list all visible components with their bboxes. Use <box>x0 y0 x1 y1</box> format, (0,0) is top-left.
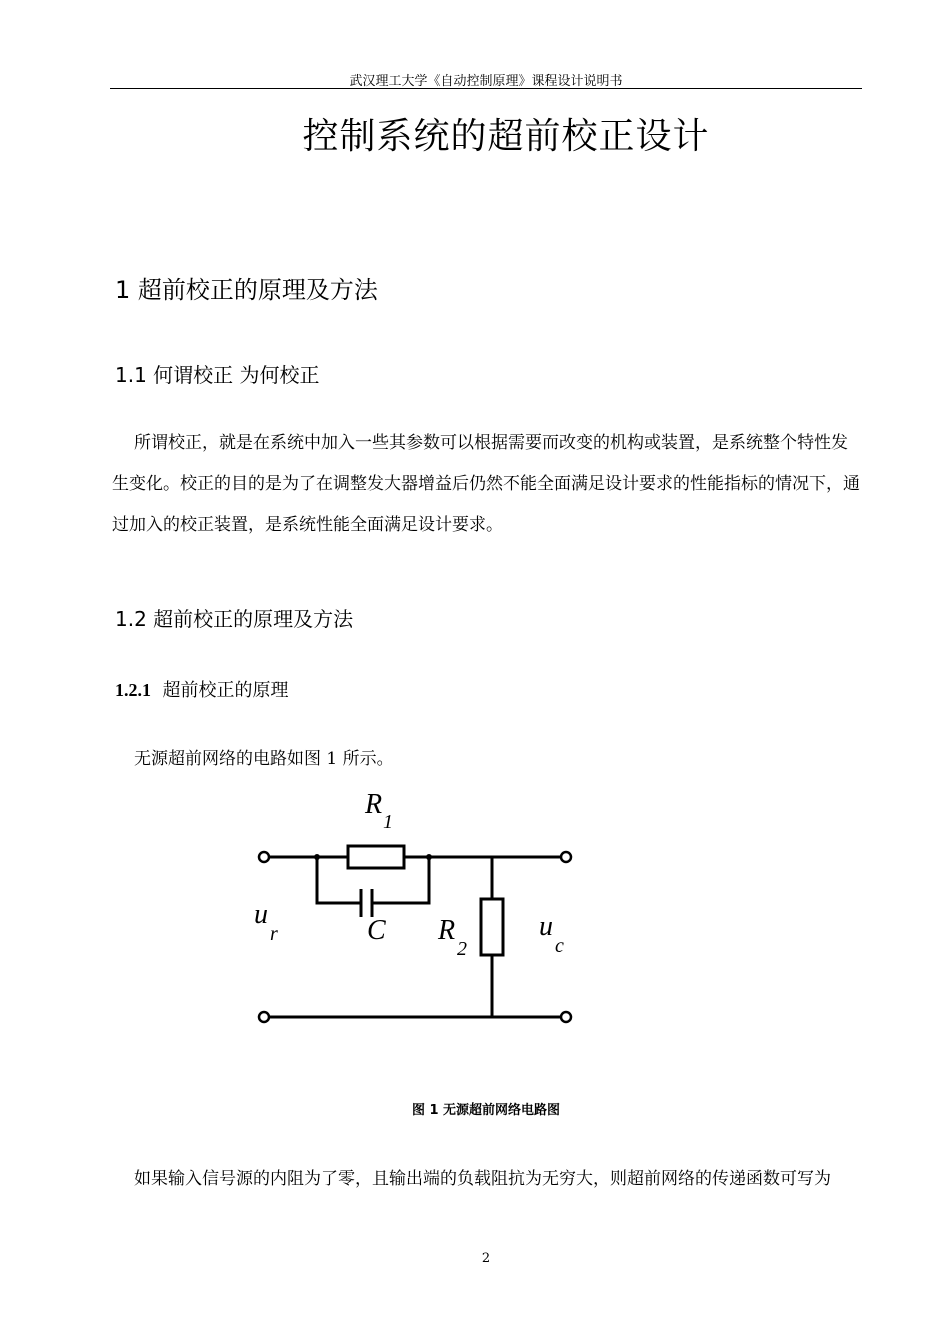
label-r2: R <box>438 915 456 946</box>
capacitor-branch-right <box>372 857 429 903</box>
resistor-r2 <box>481 899 503 955</box>
document-title: 控制系统的超前校正设计 <box>302 116 710 157</box>
section-1-1-paragraph: 所谓校正，就是在系统中加入一些其参数可以根据需要而改变的机构或装置，是系统整个特性发生变化。校正的目的是为了在调整发大器增益后仍然不能全面满足设计要求的性能指标的情况下，通过加入的校正装置，是系统性能全面满足设计要求。 <box>112 433 860 535</box>
capacitor-branch-left <box>317 857 361 903</box>
figure-caption: 图 1 无源超前网络电路图 <box>411 1103 561 1118</box>
section-1-1-heading: 1.1 何谓校正 为何校正 <box>115 363 320 387</box>
label-uc: u <box>539 911 553 942</box>
section-1-2-1-title: 超前校正的原理 <box>162 680 289 701</box>
page-number: 2 <box>481 1251 491 1266</box>
label-r2-subscript: 2 <box>457 938 467 960</box>
label-ur-subscript: r <box>270 923 278 945</box>
junction-dot-left <box>314 854 320 860</box>
label-r1-subscript: 1 <box>383 811 393 833</box>
section-1-2-heading: 1.2 超前校正的原理及方法 <box>115 607 354 631</box>
terminal-output-bottom <box>561 1012 571 1022</box>
section-1-heading: 1 超前校正的原理及方法 <box>115 276 378 304</box>
closing-paragraph: 如果输入信号源的内阻为了零，且输出端的负载阻抗为无穷大，则超前网络的传递函数可写为 <box>134 1169 831 1189</box>
terminal-input-top <box>259 852 269 862</box>
label-c: C <box>367 915 386 946</box>
terminal-input-bottom <box>259 1012 269 1022</box>
label-r1: R <box>365 789 383 820</box>
label-uc-subscript: c <box>555 935 564 957</box>
resistor-r1 <box>348 846 404 868</box>
section-1-2-1-number: 1.2.1 <box>115 680 151 700</box>
page-header: 武汉理工大学《自动控制原理》课程设计说明书 <box>349 74 623 89</box>
terminal-output-top <box>561 852 571 862</box>
figure-intro-text: 无源超前网络的电路如图 1 所示。 <box>134 749 394 769</box>
label-ur: u <box>254 899 268 930</box>
junction-dot-right <box>426 854 432 860</box>
